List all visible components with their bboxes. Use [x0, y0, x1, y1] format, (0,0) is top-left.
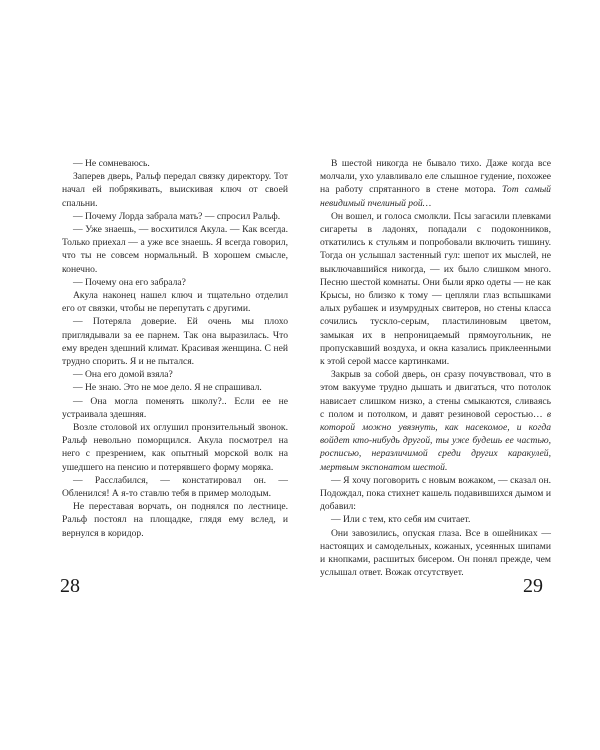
paragraph: Не переставая ворчать, он поднялся по лестнице. Ральф постоял на площадке, глядя ему вслед, и вернулся в коридор.	[62, 501, 288, 539]
italic-text: Тот самый невидимый пчелиный рой…	[320, 184, 551, 209]
paragraph: Возле столовой их оглушил пронзительный звонок. Ральф невольно поморщился. Акула посмотрел на него с презрением, как опытный морской волк на ушедшего на пенсию и потерявшего форму моряка.	[62, 422, 288, 473]
paragraph: Акула наконец нашел ключ и тщательно отделил его от связки, чтобы не перепутать с другими.	[62, 290, 288, 315]
right-page	[320, 157, 551, 580]
paragraph: — Не сомневаюсь.	[73, 158, 150, 169]
paragraph: — Уже знаешь, — восхитился Акула. — Как всегда. Только приехал — а уже все знаешь. Я всегда говорил, что ты не совсем нормальный. В хорошем смысле, конечно.	[62, 224, 288, 275]
paragraph: — Она его домой взяла?	[73, 369, 173, 381]
paragraph: Заперев дверь, Ральф передал связку директору. Тот начал ей побрякивать, выискивая ключ от своей спальни.	[62, 171, 288, 209]
paragraph: Он вошел, и голоса смолкли. Псы загасили плевками сигареты в ладонях, попадали с подоконников, откатились к стульям и попробовали включить тишину. Тогда он услышал застенный гул: шепот их мыслей, не выключавшийся никогда, — их было слишком много. Песню шестой комнаты. Они были ярко одеты — не как Крысы, но близко к тому — цепляли глаз вспышками алых рубашек и изумрудных свитеров, но стены класса сочились тускло-серым, пластилиновым цветом, замыкая их в непроницаемый прямоугольник, не пропускавший воздуха, и окна казались приклеенными к этой серой массе картинками.	[320, 210, 551, 368]
right-page-number: 29	[523, 575, 543, 597]
paragraph: — Расслабился, — констатировал он. — Обленился! А я-то ставлю тебя в пример молодым.	[62, 474, 288, 500]
paragraph	[320, 368, 551, 474]
left-page	[62, 157, 288, 540]
paragraph-text: В шестой никогда не бывало тихо. Даже когда все молчали, ухо улавливало еле слышное гудение, похожее на работу спрятанного в стене мотора.	[320, 158, 551, 196]
paragraph: — Не знаю. Это не мое дело. Я не спрашивал.	[73, 382, 262, 394]
paragraph: — Почему Лорда забрала мать? — спросил Ральф.	[73, 210, 281, 222]
paragraph: — Почему она его забрала?	[73, 276, 186, 288]
paragraph: — Или с тем, кто себя им считает.	[331, 514, 471, 526]
left-page-number: 28	[60, 575, 80, 597]
paragraph: — Она могла поменять школу?.. Если ее не устраивала здешняя.	[62, 395, 288, 420]
paragraph: — Я хочу поговорить с новым вожаком, — сказал он. Подождал, пока стихнет кашель подавившихся дымом и добавил:	[320, 474, 551, 513]
paragraph: Они завозились, опуская глаза. Все в ошейниках — настоящих и самодельных, кожаных, усеянных шипами и кнопками, расшитых бисером. Он понял прежде, чем услышал ответ. Вожак отсутствует.	[320, 527, 551, 579]
italic-text: в которой можно увязнуть, как насекомое, и когда войдет кто-нибудь другой, ты уже будешь ее частью, росписью, неразличимой среди других каракулей, мертвым экспонатом шестой.	[320, 408, 551, 473]
paragraph: — Потеряла доверие. Ей очень мы плохо приглядывали за ее парнем. Так она выразилась. Что ему вреден здешний климат. Красивая женщина. С ней трудно спорить. Я и не пытался.	[62, 316, 288, 368]
paragraph	[320, 157, 551, 210]
paragraph-text: Закрыв за собой дверь, он сразу почувствовал, что в этом вакууме трудно дышать и двигаться, что потолок нависает слишком низко, а стены смыкаются, сливаясь с полом и потолком, и давят резиновой серостью…	[320, 369, 551, 420]
